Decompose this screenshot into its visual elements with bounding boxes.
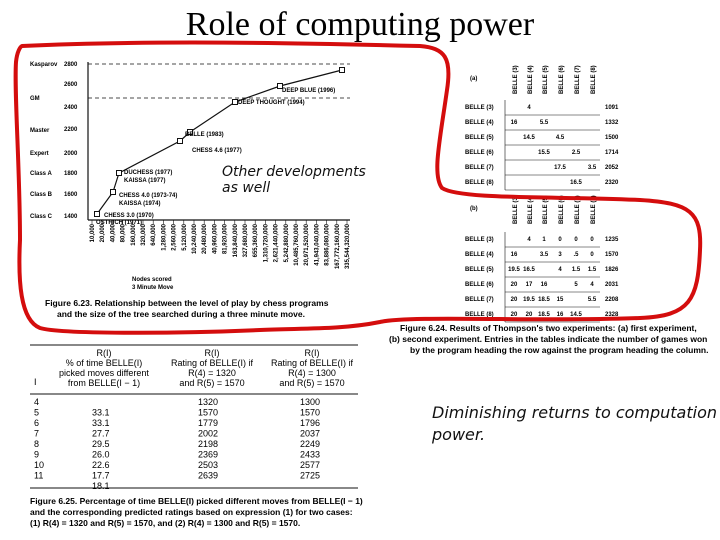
handwritten-note-2: power. <box>432 425 486 444</box>
col-header-a: BELLE (7) <box>575 65 581 94</box>
row-percent: 26.0 <box>92 449 110 460</box>
table-header-line: Rating of BELLE(I) if <box>270 358 354 368</box>
table-cell: 19.5 <box>523 297 535 303</box>
col-header-b: BELLE (5) <box>543 195 549 224</box>
row-percent: 17.7 <box>92 470 110 481</box>
col-header-a: BELLE (4) <box>528 65 534 94</box>
table-header-line: R(I) <box>304 348 320 358</box>
x-tick-label: 40,000 <box>110 224 117 243</box>
rating-tick: 2400 <box>64 105 78 111</box>
row-rating-2: 2037 <box>300 428 321 439</box>
col-header-b: BELLE (3) <box>513 195 519 224</box>
x-axis-label-2: 3 Minute Move <box>132 285 174 291</box>
row-rating-1: 1570 <box>198 407 219 418</box>
x-axis-label: Nodes scored <box>132 277 172 283</box>
row-rating-2: 1796 <box>300 418 321 428</box>
row-percent: 33.1 <box>92 407 110 418</box>
program-point <box>178 139 183 144</box>
x-tick-label: 163,840,000 <box>232 224 239 258</box>
table-cell: 4 <box>590 282 594 288</box>
program-label: DUCHESS (1977) <box>124 170 173 176</box>
rating-cell: 2320 <box>605 180 619 186</box>
table-cell: 16.5 <box>523 267 535 273</box>
row-i: 9 <box>34 449 40 460</box>
part-a-label: (a) <box>470 76 478 82</box>
row-rating-1: 2198 <box>198 439 219 449</box>
figure-6-23-caption-1: Figure 6.23. Relationship between the level of play by chess programs <box>45 298 329 308</box>
rating-cell: 1826 <box>605 267 619 273</box>
rating-cell: 2052 <box>605 165 619 171</box>
figure-6-25-caption-3: (1) R(4) = 1320 and R(5) = 1570, and (2) R(4) = 1300 and R(5) = 1570. <box>30 518 301 528</box>
table-cell: 20 <box>510 282 518 288</box>
x-tick-label: 640,000 <box>151 224 158 246</box>
table-cell: 5.5 <box>587 297 597 303</box>
table-cell: 15 <box>556 297 564 303</box>
col-header-a: BELLE (3) <box>513 65 519 94</box>
table-cell: 18.5 <box>538 297 550 303</box>
program-label: CHESS 3.0 (1970) <box>104 213 154 219</box>
y-label: Expert <box>30 151 49 157</box>
table-cell: 3.5 <box>539 252 549 258</box>
table-cell: 16 <box>540 282 548 288</box>
rating-cell: 1714 <box>605 150 619 156</box>
table-cell: 15.5 <box>538 150 550 156</box>
row-percent: 33.1 <box>92 418 110 428</box>
row-rating-1: 2002 <box>198 428 219 439</box>
x-tick-label: 320,000 <box>141 224 147 246</box>
col-header-a: BELLE (5) <box>543 65 549 94</box>
program-label: KAISSA (1977) <box>124 178 166 184</box>
table-cell: 5 <box>574 282 578 288</box>
table-cell: 2.5 <box>571 150 581 156</box>
row-label: BELLE (6) <box>465 150 494 156</box>
row-i: 6 <box>34 418 40 428</box>
figure-6-25 <box>30 345 363 528</box>
program-label: OSTRICH (1971) <box>96 220 143 226</box>
x-tick-label: 2,560,000 <box>171 224 178 251</box>
row-rating-2: 2725 <box>300 470 321 481</box>
row-rating-1: 2503 <box>198 460 219 470</box>
table-cell: 16 <box>510 252 518 258</box>
y-label: GM <box>30 96 40 102</box>
table-cell: 0 <box>590 252 594 258</box>
x-tick-label: 20,000 <box>100 224 107 243</box>
table-cell: 19.5 <box>508 267 520 273</box>
rating-cell: 2208 <box>605 297 619 303</box>
program-label: CHESS 4.0 (1973-74) <box>119 193 178 199</box>
col-header-b: BELLE (6) <box>559 195 565 224</box>
handwritten-annotation-1: Other developments <box>222 164 366 180</box>
table-cell: 4.5 <box>555 135 565 141</box>
table-cell: 14.5 <box>570 312 582 318</box>
program-label: DEEP BLUE (1996) <box>282 88 336 94</box>
row-label: BELLE (4) <box>465 120 494 126</box>
figure-6-23-caption-2: and the size of the tree searched during a three minute move. <box>57 309 305 319</box>
page-title: Role of computing power <box>185 6 535 43</box>
y-label: Class C <box>30 214 53 220</box>
table-cell: 20 <box>510 312 518 318</box>
row-percent: 22.6 <box>92 460 110 470</box>
col-header-a: BELLE (6) <box>559 65 565 94</box>
figure-6-24-caption-2: (b) second experiment. Entries in the tables indicate the number of games won <box>389 334 708 344</box>
row-label: BELLE (5) <box>465 135 494 141</box>
row-i: 5 <box>34 407 40 418</box>
rating-cell: 2031 <box>605 282 619 288</box>
table-header-line: and R(5) = 1570 <box>179 378 245 388</box>
row-label: BELLE (5) <box>465 267 494 273</box>
table-cell: 0 <box>574 237 578 243</box>
rating-tick: 1800 <box>64 171 78 177</box>
program-point <box>111 190 116 195</box>
table-cell: 4 <box>558 267 562 273</box>
row-rating-1: 2639 <box>198 470 219 481</box>
row-label: BELLE (8) <box>465 180 494 186</box>
row-i: 8 <box>34 439 40 449</box>
col-header-b: BELLE (7) <box>575 195 581 224</box>
table-header-line: Rating of BELLE(I) if <box>170 358 254 368</box>
rating-tick: 2600 <box>64 82 78 88</box>
row-label: BELLE (6) <box>465 282 494 288</box>
x-tick-label: 81,920,000 <box>222 224 229 255</box>
table-header-line: R(4) = 1320 <box>188 368 236 378</box>
x-tick-label: 5,242,880,000 <box>283 224 290 263</box>
program-label: DEEP THOUGHT (1994) <box>238 100 305 106</box>
program-label: CHESS 4.6 (1977) <box>192 148 242 154</box>
x-tick-label: 5,120,000 <box>181 224 188 251</box>
x-tick-label: 335,544,320,000 <box>345 224 351 270</box>
y-label: Class B <box>30 192 53 198</box>
col-header-a: BELLE (8) <box>591 65 597 94</box>
program-point <box>95 212 100 217</box>
x-tick-label: 327,680,000 <box>243 224 249 258</box>
row-rating-2: 1570 <box>300 407 321 418</box>
x-tick-label: 1,280,000 <box>161 224 168 251</box>
red-outline-annotation <box>16 43 701 333</box>
y-label: Kasparov <box>30 62 58 68</box>
x-tick-label: 20,480,000 <box>202 224 209 255</box>
table-header-line: from BELLE(I − 1) <box>67 378 141 388</box>
rating-tick: 1600 <box>64 192 78 198</box>
x-tick-label: 10,485,760,000 <box>294 224 300 266</box>
x-tick-label: 80,000 <box>120 224 127 243</box>
x-tick-label: 40,960,000 <box>212 224 219 255</box>
table-cell: 20 <box>510 297 518 303</box>
row-percent: 27.7 <box>92 428 110 439</box>
x-tick-label: 10,240,000 <box>192 224 198 255</box>
col-header-b: BELLE (8) <box>591 195 597 224</box>
table-cell: 16 <box>556 312 564 318</box>
row-i: 10 <box>34 460 45 470</box>
x-tick-label: 41,943,040,000 <box>314 224 321 266</box>
row-label: BELLE (4) <box>465 252 494 258</box>
table-header-line: and R(5) = 1570 <box>279 378 345 388</box>
table-cell: 4 <box>527 237 531 243</box>
row-i: 11 <box>34 470 44 481</box>
table-cell: 5.5 <box>539 120 549 126</box>
y-label: Class A <box>30 171 52 177</box>
rating-tick: 1400 <box>64 214 78 220</box>
x-tick-label: 1,310,720,000 <box>263 224 270 263</box>
row-rating-2: 2249 <box>300 439 321 449</box>
figure-6-24 <box>389 65 708 355</box>
row-percent: 29.5 <box>92 439 110 449</box>
row-rating-2: 2433 <box>300 449 321 460</box>
rating-tick: 2000 <box>64 151 78 157</box>
table-header-line: % of time BELLE(I) <box>65 358 143 368</box>
figure-6-25-caption-2: and the corresponding predicted ratings based on expression (1) for two cases: <box>30 507 353 517</box>
program-point <box>117 171 122 176</box>
x-tick-label: 83,886,080,000 <box>324 224 331 266</box>
row-i: 4 <box>34 397 40 407</box>
handwritten-annotation-2: as well <box>222 180 271 196</box>
rating-cell: 1570 <box>605 252 619 258</box>
row-label: BELLE (3) <box>465 105 494 111</box>
x-tick-label: 160,000 <box>130 224 137 246</box>
x-tick-label: 10,000 <box>90 224 96 243</box>
table-header-line: R(4) = 1300 <box>288 368 336 378</box>
table-cell: 20 <box>525 312 533 318</box>
row-label: BELLE (7) <box>465 297 494 303</box>
row-rating-1: 2369 <box>198 449 219 460</box>
figure-6-25-caption-1: Figure 6.25. Percentage of time BELLE(I) picked different moves from BELLE(I − 1) <box>30 496 363 506</box>
rating-cell: 1091 <box>605 105 619 111</box>
table-cell: 16.5 <box>570 180 582 186</box>
table-header-line: R(I) <box>96 348 112 358</box>
table-cell: 14.5 <box>523 135 535 141</box>
table-cell: .5 <box>573 252 579 258</box>
row-percent-extra: 18.1 <box>92 481 110 491</box>
row-label: BELLE (3) <box>465 237 494 243</box>
row-rating-1: 1320 <box>198 397 219 407</box>
x-tick-label: 167,772,160,000 <box>334 224 341 270</box>
figure-6-24-caption-1: Figure 6.24. Results of Thompson's two experiments: (a) first experiment, <box>400 323 697 333</box>
rating-cell: 1332 <box>605 120 619 126</box>
x-tick-label: 20,971,520,000 <box>304 224 311 266</box>
part-b-label: (b) <box>470 206 478 212</box>
row-rating-2: 2577 <box>300 460 321 470</box>
table-cell: 17.5 <box>554 165 566 171</box>
rating-cell: 1235 <box>605 237 619 243</box>
row-label: BELLE (7) <box>465 165 494 171</box>
x-tick-label: 655,360,000 <box>253 224 260 258</box>
figure-6-24-caption-3: by the program heading the row against the program heading the column. <box>410 345 709 355</box>
rating-cell: 1500 <box>605 135 619 141</box>
row-i: 7 <box>34 428 40 439</box>
table-cell: 0 <box>590 237 594 243</box>
table-header-line: picked moves different <box>59 368 149 378</box>
x-tick-label: 2,621,440,000 <box>273 224 280 263</box>
col-i-header: I <box>34 377 37 387</box>
table-cell: 1 <box>542 237 546 243</box>
program-point <box>340 68 345 73</box>
row-rating-2: 1300 <box>300 397 321 407</box>
table-cell: 1.5 <box>571 267 581 273</box>
table-cell: 0 <box>558 237 562 243</box>
program-point <box>233 100 238 105</box>
figure-6-23 <box>30 62 366 319</box>
y-label: Master <box>30 128 50 134</box>
table-cell: 16 <box>510 120 518 126</box>
table-cell: 17 <box>525 282 533 288</box>
row-label: BELLE (8) <box>465 312 494 318</box>
rating-tick: 2800 <box>64 62 78 68</box>
table-header-line: R(I) <box>204 348 220 358</box>
table-cell: 3.5 <box>587 165 597 171</box>
table-cell: 4 <box>527 105 531 111</box>
rating-tick: 2200 <box>64 127 78 133</box>
table-cell: 3 <box>558 252 562 258</box>
table-cell: 18.5 <box>538 312 550 318</box>
row-rating-1: 1779 <box>198 418 219 428</box>
handwritten-note-1: Diminishing returns to computation <box>432 403 718 422</box>
rating-cell: 2328 <box>605 312 619 318</box>
program-label: BELLE (1983) <box>185 132 224 138</box>
program-label: KAISSA (1974) <box>119 201 161 207</box>
col-header-b: BELLE (4) <box>528 195 534 224</box>
table-cell: 1.5 <box>587 267 597 273</box>
